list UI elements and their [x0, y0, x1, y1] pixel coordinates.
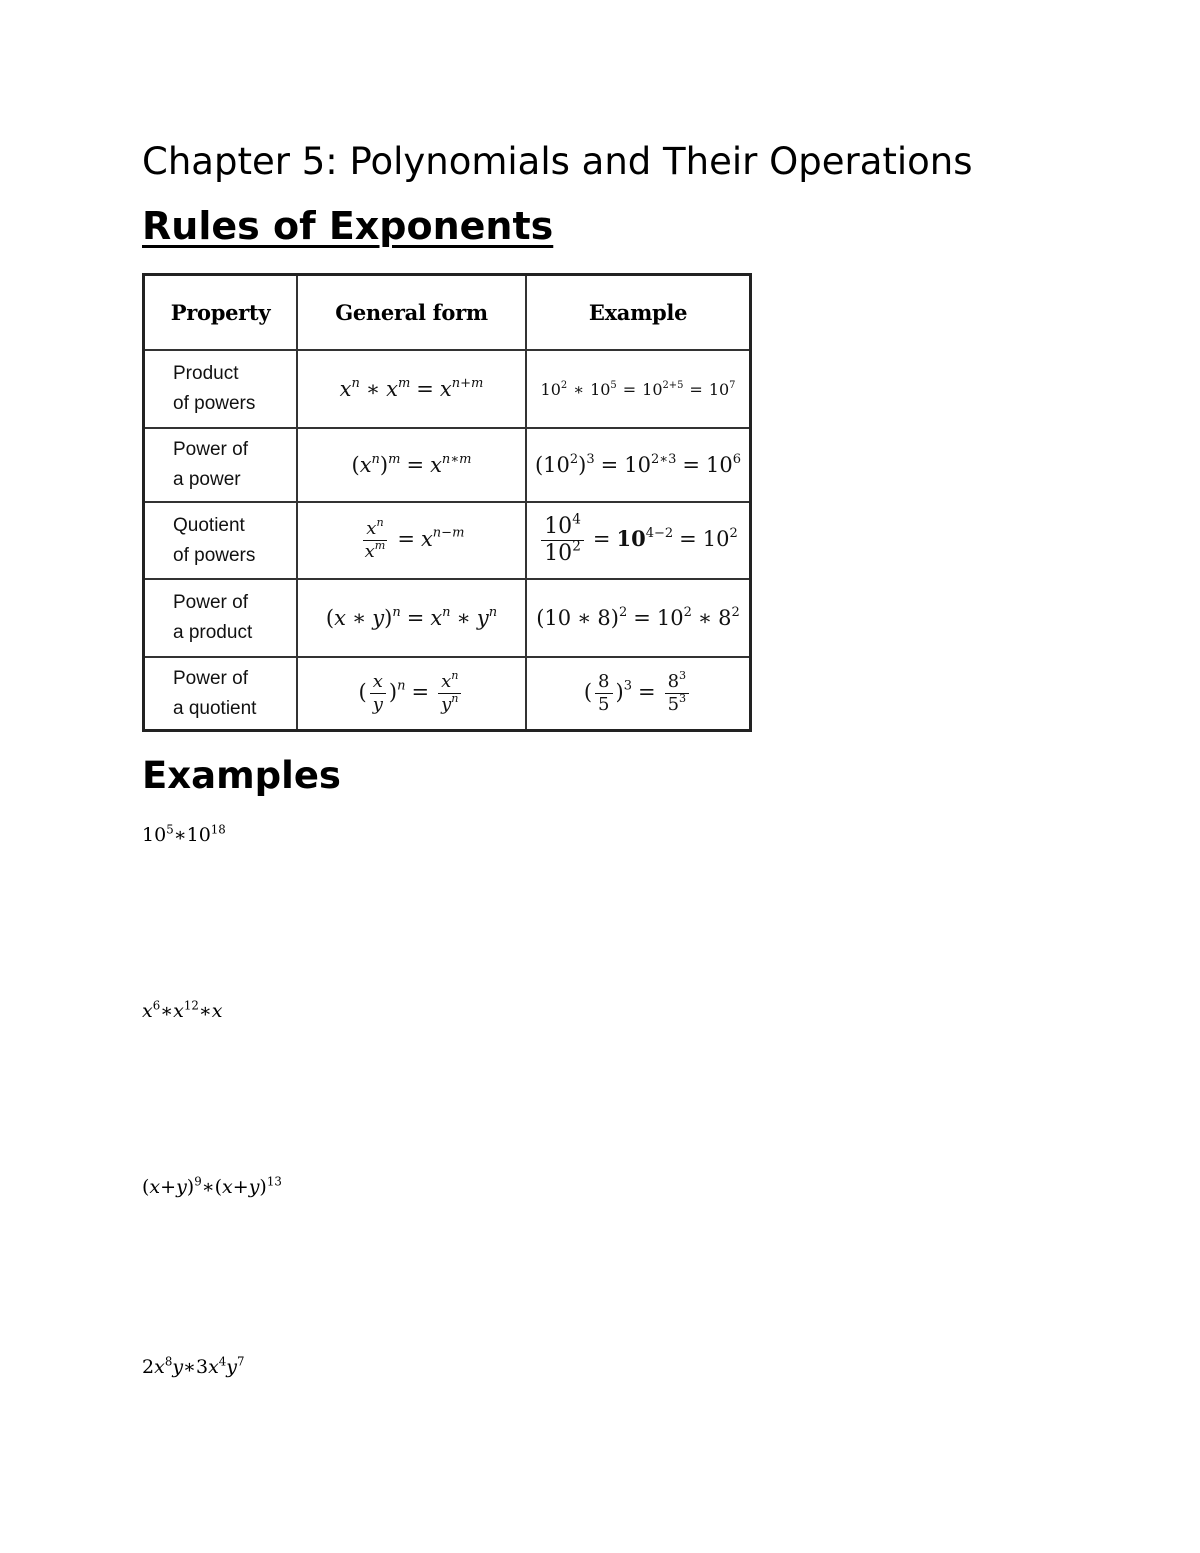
general-form-quotient-of-powers: $\frac{x^n}{x^m}$ = $x^{n-m}$	[298, 503, 527, 580]
example-power-of-a-quotient: ( $\frac{8}{5}$ )$^3$ = $\frac{8^3}{5^3}$	[527, 658, 749, 729]
general-form-power-of-a-power: $(x^n)^m = x^{n∗m}$	[298, 429, 527, 503]
general-form-power-of-a-product: (x ∗ $y)^n = x^n$ ∗ $y^n$	[298, 580, 527, 658]
header-property: Property	[145, 276, 298, 351]
example-3: $(x+y)^9∗(x+y)^{13}$	[142, 1174, 282, 1198]
header-example: Example	[527, 276, 749, 351]
example-2: $x^6∗x^{12}∗x$	[142, 998, 223, 1022]
property-product-of-powers: Product of powers	[145, 351, 298, 429]
header-general-form: General form	[298, 276, 527, 351]
general-form-product-of-powers: $x^n$ ∗ $x^m = x^{n+m}$	[298, 351, 527, 429]
examples-heading: Examples	[142, 754, 341, 797]
rules-of-exponents-table	[142, 273, 752, 732]
example-power-of-a-product: (10 ∗ $8)^2 = 10^2$ ∗ $8^2$	[527, 580, 749, 658]
example-1: $10^5∗10^{18}$	[142, 822, 226, 846]
example-product-of-powers: $10^2$ ∗ $10^5 = 10^{2+5} = 10^7$	[527, 351, 749, 429]
example-power-of-a-power: $(10^2)^3 = 10^{2∗3} = 10^6$	[527, 429, 749, 503]
property-power-of-a-power: Power of a power	[145, 429, 298, 503]
general-form-power-of-a-quotient: ( $\frac{x}{y}$ )$^n$ = $\frac{x^n}{y^n}$	[298, 658, 527, 729]
property-power-of-a-product: Power of a product	[145, 580, 298, 658]
chapter-title: Chapter 5: Polynomials and Their Operations	[142, 140, 973, 183]
example-quotient-of-powers: $\frac{10^4}{10^2}$ = $10^{4-2} = 10^2$	[527, 503, 749, 580]
example-4: $2x^8y∗3x^4y^7$	[142, 1354, 245, 1378]
property-quotient-of-powers: Quotient of powers	[145, 503, 298, 580]
property-power-of-a-quotient: Power of a quotient	[145, 658, 298, 729]
section-title: Rules of Exponents	[142, 204, 554, 248]
